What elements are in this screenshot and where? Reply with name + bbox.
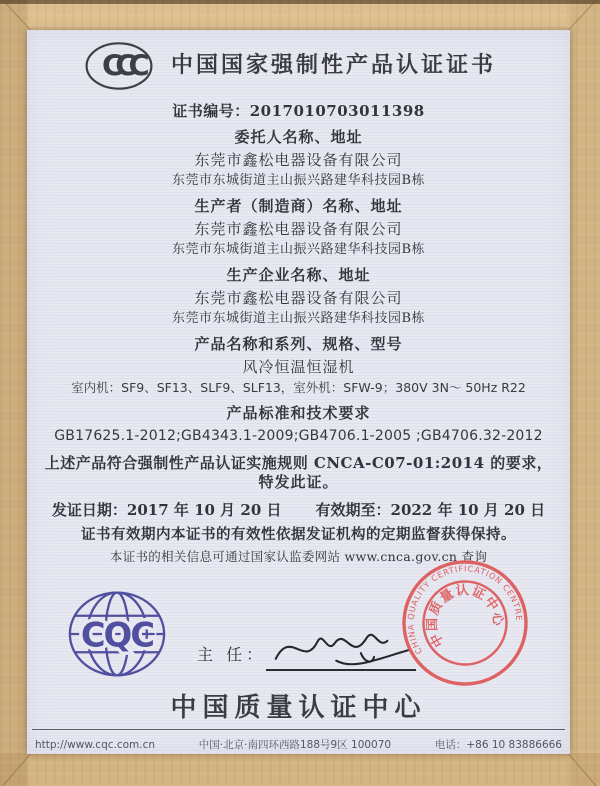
footer-phone: 电话：+86 10 83886666 xyxy=(434,739,562,751)
manufacturer-section xyxy=(27,197,570,258)
certificate-title: 中国国家强制性产品认证证书 xyxy=(170,52,496,78)
standards-section xyxy=(27,404,570,445)
frame-miter-bottom-right xyxy=(567,752,598,786)
issuing-organization-name: 中国质量认证中心 xyxy=(170,693,427,723)
validity-note: 证书有效期内本证书的有效性依据发证机构的定期监督获得保持。 xyxy=(81,526,516,543)
issue-date: 发证日期：2017 年 10 月 20 日 xyxy=(51,501,282,519)
footer-contact-row xyxy=(27,738,570,752)
director-signature-row xyxy=(197,639,416,671)
applicant-name: 东莞市鑫松电器设备有限公司 xyxy=(194,151,403,169)
svg-text:CCC: CCC xyxy=(102,48,142,83)
factory-address: 东莞市东城街道主山振兴路建华科技园B栋 xyxy=(171,311,426,326)
product-models: 室内机：SF9、SF13、SLF9、SLF13，室外机：SFW-9；380V 3N～ 50Hz R22 xyxy=(71,380,526,395)
expiry-date: 有效期至：2022 年 10 月 20 日 xyxy=(315,501,546,519)
factory-name: 东莞市鑫松电器设备有限公司 xyxy=(194,289,403,307)
product-label: 产品名称和系列、规格、型号 xyxy=(194,335,403,353)
statement-section xyxy=(27,454,570,492)
frame-miter-top-right xyxy=(566,0,598,33)
certificate-header xyxy=(27,38,570,92)
signature-seal-zone xyxy=(27,563,570,693)
frame-miter-bottom-left xyxy=(2,752,33,786)
statement-line2: 特发此证。 xyxy=(258,473,339,491)
manufacturer-label: 生产者（制造商）名称、地址 xyxy=(194,197,403,215)
dates-line xyxy=(27,501,570,520)
product-section xyxy=(27,335,570,396)
certificate-number-line xyxy=(27,102,570,120)
footer-website: http://www.cqc.com.cn xyxy=(35,739,156,751)
director-label: 主 任： xyxy=(197,645,267,664)
cqc-globe-icon xyxy=(67,589,167,679)
svg-text:CQC: CQC xyxy=(80,615,154,655)
product-name: 风冷恒温恒湿机 xyxy=(242,358,355,376)
factory-label: 生产企业名称、地址 xyxy=(226,266,371,284)
applicant-address: 东莞市东城街道主山振兴路建华科技园B栋 xyxy=(171,173,426,188)
applicant-label: 委托人名称、地址 xyxy=(234,128,363,146)
certificate-number-value: 2017010703011398 xyxy=(249,102,425,120)
applicant-section xyxy=(27,128,570,189)
standards-label: 产品标准和技术要求 xyxy=(226,404,371,422)
statement-line1: 上述产品符合强制性产品认证实施规则 CNCA-C07-01:2014 的要求， xyxy=(44,454,553,472)
footer-address: 中国·北京·南四环西路188号9区 100070 xyxy=(198,739,392,751)
red-certification-seal-icon xyxy=(395,553,535,693)
frame-miter-top-left xyxy=(1,0,33,33)
certificate-paper xyxy=(27,30,570,754)
manufacturer-address: 东莞市东城街道主山振兴路建华科技园B栋 xyxy=(171,242,426,257)
certificate-number-label: 证书编号： xyxy=(172,102,250,120)
svg-text:中国质量认证中心: 中国质量认证中心 xyxy=(425,583,506,650)
frame-top-shadow xyxy=(0,0,600,4)
signature-underline xyxy=(266,639,416,671)
standards-value: GB17625.1-2012;GB4343.1-2009;GB4706.1-2005 ;GB4706.32-2012 xyxy=(54,428,543,444)
handwritten-signature-icon xyxy=(268,621,414,673)
manufacturer-name: 东莞市鑫松电器设备有限公司 xyxy=(194,220,403,238)
factory-section xyxy=(27,266,570,327)
svg-text:CHINA QUALITY CERTIFICATION CE: CHINA QUALITY CERTIFICATION CENTRE xyxy=(405,563,525,657)
info-note: 本证书的相关信息可通过国家认监委网站 www.cnca.gov.cn 查询 xyxy=(109,549,488,564)
footer-divider xyxy=(32,729,565,730)
ccc-mark-icon xyxy=(83,40,155,92)
